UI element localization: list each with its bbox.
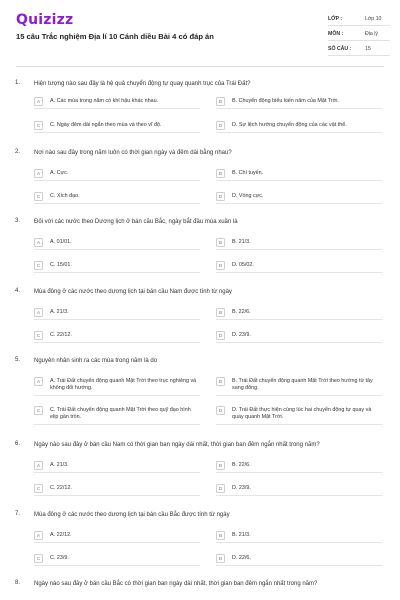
option-letter-box: D (216, 261, 225, 270)
question-text: Nguyên nhân sinh ra các mùa trong năm là do (34, 358, 158, 364)
option-text: B. 21/3. (232, 532, 251, 538)
option-text: D. Sự lệch hướng chuyển động của các vật thể. (232, 122, 347, 128)
option-text: D. 22/6. (232, 555, 251, 561)
option-a[interactable] (34, 97, 200, 109)
option-text: B. Chuyển động biểu kiến năm của Mặt Trời. (232, 98, 339, 104)
option-letter-box: D (216, 484, 225, 493)
option-a[interactable] (34, 377, 200, 396)
option-letter-box: C (34, 192, 43, 201)
option-text: D. Trái Đất thực hiện cùng lúc hai chuyển động tự quay và quay quanh Mặt Trời. (232, 407, 372, 420)
option-a[interactable] (34, 461, 200, 473)
option-letter-box: A (34, 238, 43, 247)
meta-value: Địa lý (365, 31, 378, 37)
option-b[interactable] (216, 377, 382, 396)
option-c[interactable] (34, 331, 200, 343)
option-text: C. Ngày đêm dài ngắn theo mùa và theo vĩ độ. (50, 122, 162, 128)
question-number: 6. (15, 441, 21, 447)
option-b[interactable] (216, 238, 382, 250)
option-text: D. 23/9. (232, 332, 251, 338)
option-letter-box: D (216, 121, 225, 130)
option-text: A. 21/3. (50, 309, 69, 315)
option-c[interactable] (34, 406, 200, 425)
option-letter-box: B (216, 97, 225, 106)
option-letter-box: D (216, 406, 225, 415)
option-b[interactable] (216, 308, 382, 320)
option-text: A. Các mùa trong năm có khí hậu khác nhau. (50, 98, 159, 104)
option-letter-box: B (216, 169, 225, 178)
question-number: 3. (15, 218, 21, 224)
option-c[interactable] (34, 261, 200, 273)
option-a[interactable] (34, 169, 200, 181)
option-b[interactable] (216, 461, 382, 473)
option-c[interactable] (34, 192, 200, 204)
option-letter-box: D (216, 331, 225, 340)
option-text: A. Cực. (50, 170, 69, 176)
question-text: Ngày nào sau đây ở bán cầu Nam có thời gian ban ngày dài nhất, thời gian ban đêm ngắn nhất trong năm? (34, 442, 320, 448)
option-c[interactable] (34, 121, 200, 133)
option-letter-box: A (34, 169, 43, 178)
option-letter-box: C (34, 121, 43, 130)
question-text: Đối với các nước theo Dương lịch ở bán cầu Bắc, ngày bắt đầu mùa xuân là (34, 219, 238, 225)
meta-label: SỐ CÂU : (328, 46, 352, 52)
worksheet-header (0, 0, 400, 68)
option-d[interactable] (216, 261, 382, 273)
option-letter-box: B (216, 308, 225, 317)
option-text: C. 23/9. (50, 555, 69, 561)
option-text: B. 22/6. (232, 309, 251, 315)
option-text: C. 22/12. (50, 485, 72, 491)
option-a[interactable] (34, 308, 200, 320)
option-d[interactable] (216, 331, 382, 343)
question-text: Nơi nào sau đây trong năm luôn có thời gian ngày và đêm dài bằng nhau? (34, 150, 232, 156)
option-text: B. Trái Đất chuyển động quanh Mặt Trời theo hướng từ tây sang đông. (232, 378, 373, 391)
option-text: A. Trái Đất chuyển động quanh Mặt Trời theo trục nghiêng và không đổi hướng. (50, 378, 197, 391)
option-b[interactable] (216, 97, 382, 109)
question-text: Hiện tượng nào sau đây là hệ quả chuyển động tự quay quanh trục của Trái Đất? (34, 81, 251, 87)
question-number: 1. (15, 80, 21, 86)
option-letter-box: B (216, 377, 225, 386)
meta-value: 15 (365, 46, 371, 52)
option-d[interactable] (216, 484, 382, 496)
option-letter-box: A (34, 97, 43, 106)
option-letter-box: A (34, 308, 43, 317)
option-letter-box: C (34, 554, 43, 563)
question-number: 5. (15, 357, 21, 363)
option-d[interactable] (216, 121, 382, 133)
page-title: 15 câu Trắc nghiệm Địa lí 10 Cánh diều Bài 4 có đáp án (16, 32, 214, 41)
option-text: D. 05/02. (232, 262, 254, 268)
option-letter-box: B (216, 238, 225, 247)
option-text: C. 15/01. (50, 262, 72, 268)
option-d[interactable] (216, 406, 382, 425)
question-text: Ngày nào sau đây ở bán cầu Bắc có thời gian ban ngày dài nhất, thời gian ban đêm ngắn nhất trong năm? (34, 581, 318, 587)
meta-value: Lớp 10 (365, 16, 382, 22)
meta-label: MÔN : (328, 31, 344, 37)
option-c[interactable] (34, 554, 200, 566)
option-letter-box: C (34, 261, 43, 270)
meta-class (328, 13, 390, 26)
question-number: 8. (15, 580, 21, 586)
option-b[interactable] (216, 169, 382, 181)
option-letter-box: B (216, 461, 225, 470)
quizizz-logo: Quizizz (16, 12, 74, 28)
option-a[interactable] (34, 531, 200, 543)
question-text: Mùa đông ở các nước theo dương lịch tại bán cầu Nam được tính từ ngày (34, 289, 232, 295)
question-number: 4. (15, 288, 21, 294)
option-d[interactable] (216, 192, 382, 204)
option-text: C. 22/12. (50, 332, 72, 338)
option-text: D. Vòng cực. (232, 193, 264, 199)
option-letter-box: C (34, 406, 43, 415)
option-letter-box: A (34, 377, 43, 386)
question-text: Mùa đông ở các nước theo dương lịch tại bán cầu Bắc được tính từ ngày (34, 512, 230, 518)
option-text: A. 21/3. (50, 462, 69, 468)
question-number: 7. (15, 511, 21, 517)
option-text: B. Chí tuyến. (232, 170, 264, 176)
meta-subject (328, 28, 390, 41)
option-text: B. 22/6. (232, 462, 251, 468)
option-c[interactable] (34, 484, 200, 496)
option-letter-box: D (216, 192, 225, 201)
question-number: 2. (15, 149, 21, 155)
option-letter-box: A (34, 461, 43, 470)
option-text: C. Trái Đất chuyển động quanh Mặt Trời theo quỹ đạo hình elip gần tròn. (50, 407, 191, 420)
option-text: C. Xích đạo. (50, 193, 80, 199)
meta-label: LỚP : (328, 16, 343, 22)
option-text: A. 22/12. (50, 532, 72, 538)
option-letter-box: C (34, 331, 43, 340)
option-text: A. 01/01. (50, 239, 72, 245)
option-b[interactable] (216, 531, 382, 543)
option-text: D. 23/9. (232, 485, 251, 491)
option-text: B. 21/3. (232, 239, 251, 245)
option-letter-box: D (216, 554, 225, 563)
option-letter-box: B (216, 531, 225, 540)
option-letter-box: A (34, 531, 43, 540)
header-divider (16, 66, 384, 67)
meta-question-count (328, 43, 390, 56)
option-d[interactable] (216, 554, 382, 566)
option-a[interactable] (34, 238, 200, 250)
option-letter-box: C (34, 484, 43, 493)
